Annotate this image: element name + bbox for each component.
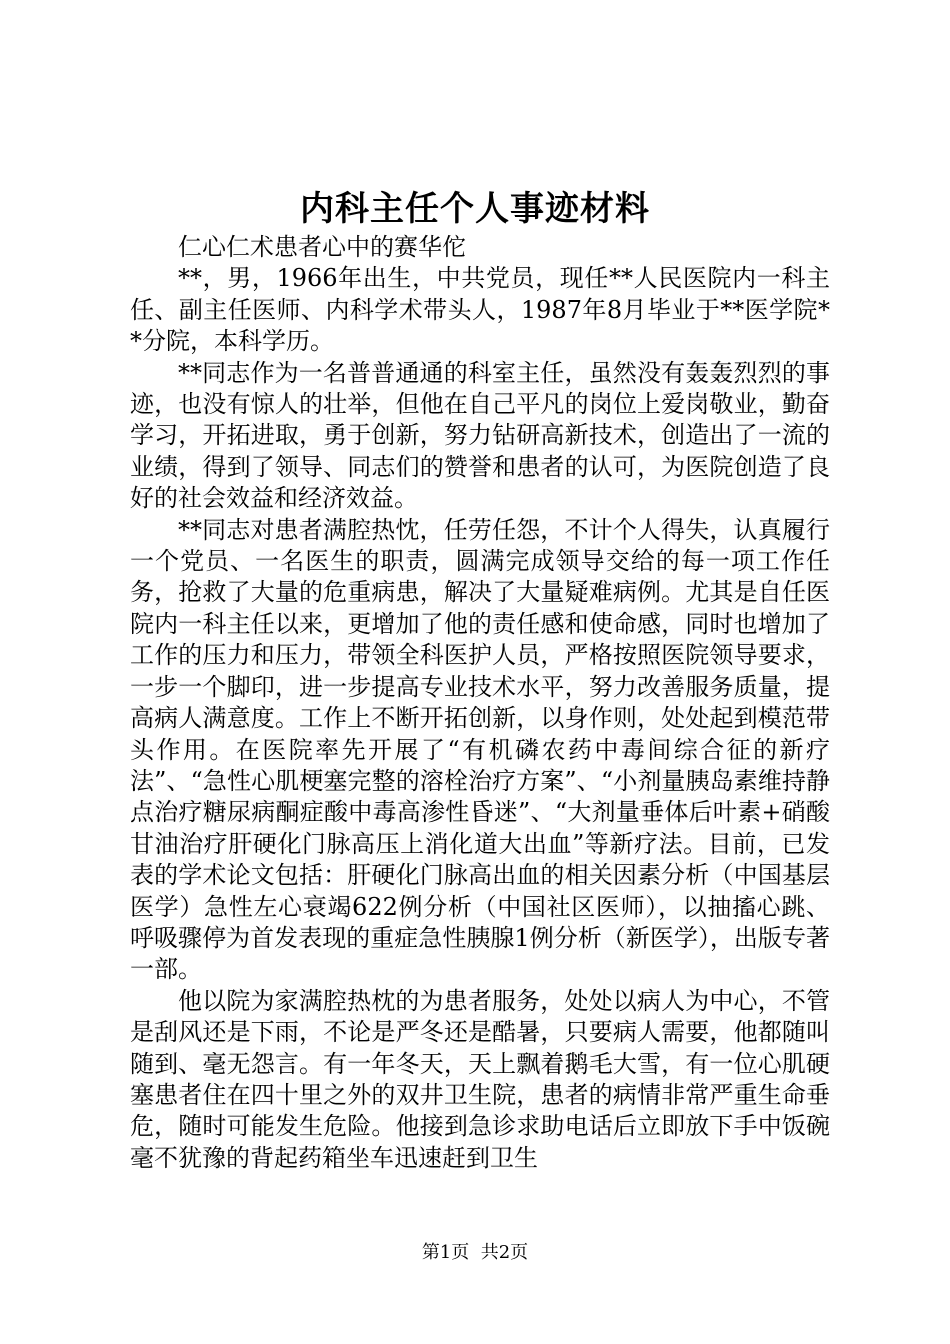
- document-body: [130, 232, 830, 1174]
- body-paragraph: **，男，1966年出生，中共党员，现任**人民医院内一科主任、副主任医师、内科学术带头人，1987年8月毕业于**医学院**分院，本科学历。: [130, 264, 830, 356]
- document-title: 内科主任个人事迹材料: [300, 189, 650, 229]
- subtitle-paragraph: 仁心仁术患者心中的赛华佗: [178, 233, 466, 261]
- page-total: 共2页: [480, 1242, 529, 1263]
- page-number: 第1页: [421, 1242, 470, 1263]
- body-paragraph: 他以院为家满腔热枕的为患者服务，处处以病人为中心，不管是刮风还是下雨，不论是严冬还是酷暑，只要病人需要，他都随叫随到、毫无怨言。有一年冬天，天上飘着鹅毛大雪，有一位心肌硬塞患者住在四十里之外的双井卫生院，患者的病情非常严重生命垂危，随时可能发生危险。他接到急诊求助电话后立即放下手中饭碗毫不犹豫的背起药箱坐车迅速赶到卫生: [130, 986, 830, 1172]
- body-paragraph: **同志对患者满腔热忱，任劳任怨，不计个人得失，认真履行一个党员、一名医生的职责，圆满完成领导交给的每一项工作任务，抢救了大量的危重病患，解决了大量疑难病例。尤其是自任医院内一科主任以来，更增加了他的责任感和使命感，同时也增加了工作的压力和压力，带领全科医护人员，严格按照医院领导要求，一步一个脚印，进一步提高专业技术水平，努力改善服务质量，提高病人满意度。工作上不断开拓创新，以身作则，处处起到模范带头作用。在医院率先开展了“有机磷农药中毒间综合征的新疗法”、“急性心肌梗塞完整的溶栓治疗方案”、“小剂量胰岛素维持静点治疗糖尿病酮症酸中毒高渗性昏迷”、“大剂量垂体后叶素+硝酸甘油治疗肝硬化门脉高压上消化道大出血”等新疗法。目前，已发表的学术论文包括：肝硬化门脉高出血的相关因素分析（中国基层医学）急性左心衰竭622例分析（中国社区医师），以抽搐心跳、呼吸骤停为首发表现的重症急性胰腺1例分析（新医学），出版专著一部。: [130, 515, 830, 984]
- page-footer: [0, 1240, 950, 1266]
- body-paragraph: **同志作为一名普普通通的科室主任，虽然没有轰轰烈烈的事迹，也没有惊人的壮举，但他在自己平凡的岗位上爱岗敬业，勤奋学习，开拓进取，勇于创新，努力钻研高新技术，创造出了一流的业绩，得到了领导、同志们的赞誉和患者的认可，为医院创造了良好的社会效益和经济效益。: [130, 358, 830, 513]
